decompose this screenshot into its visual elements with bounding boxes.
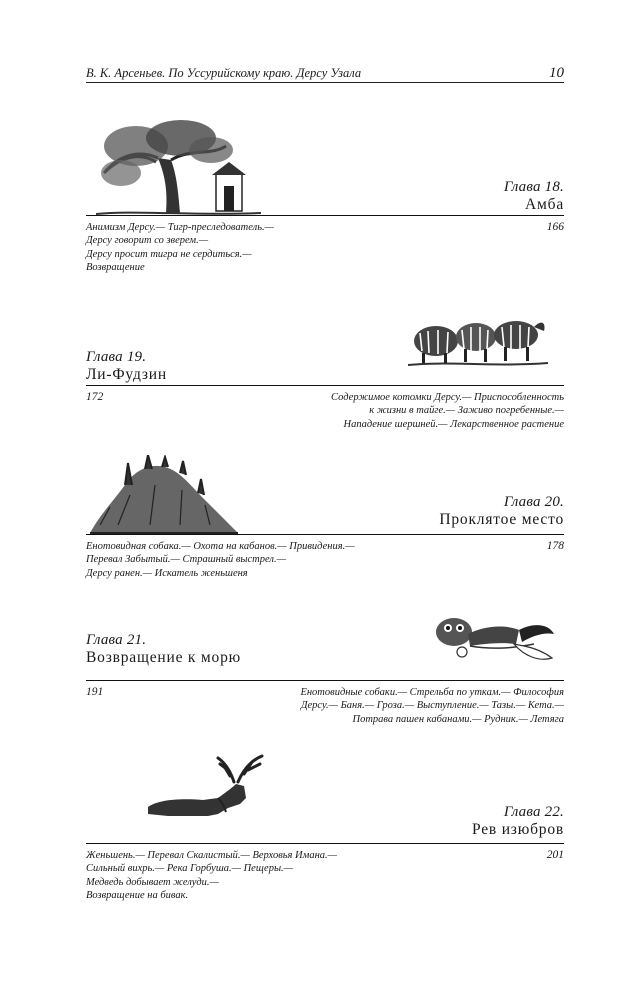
summary-line: Содержимое котомки Дерсу.— Приспособленность [331, 392, 564, 403]
page-number: 10 [549, 65, 564, 81]
wild-boars-illustration [408, 305, 548, 369]
chapter-entry-20 [86, 455, 564, 585]
chapter-label: Глава 18. [503, 179, 564, 195]
chapter-summary [331, 391, 564, 431]
chapter-rule [86, 215, 564, 216]
chapter-entry-21 [86, 604, 564, 734]
summary-line: Перевал Забытый.— Страшный выстрел.— [86, 554, 286, 566]
summary-line: Возвращение [86, 262, 145, 274]
chapter-page-number: 172 [86, 391, 104, 403]
summary-line: Женьшень.— Перевал Скалистый.— Верховья Имана.— [86, 850, 338, 861]
chapter-entry-19 [86, 305, 564, 435]
chapter-summary [86, 849, 337, 903]
chapter-title: Амба [525, 196, 564, 213]
chapter-summary [300, 686, 564, 726]
chapter-rule [86, 385, 564, 386]
chapter-summary [86, 540, 355, 580]
running-head-title: В. К. Арсеньев. По Уссурийскому краю. Дерсу Узала [86, 66, 362, 80]
moose-illustration [148, 752, 278, 847]
chapter-page-number: 191 [86, 686, 104, 698]
summary-line: Потрава пашен кабанами.— Рудник.— Летяга [352, 713, 564, 725]
running-head-rule [86, 82, 564, 83]
summary-line: Дерсу просит тигра не сердиться.— [86, 248, 252, 260]
summary-line: Сильный вихрь.— Река Горбуша.— Пещеры.— [86, 863, 294, 875]
summary-line: Анимизм Дерсу.— Тигр-преследователь.— [86, 222, 274, 233]
summary-line: Медведь добывает желуди.— [86, 876, 219, 888]
forest-hill-illustration [90, 455, 238, 535]
flying-squirrel-illustration [424, 604, 564, 674]
summary-line: к жизни в тайге.— Заживо погребенные.— [369, 405, 564, 417]
chapter-label: Глава 19. [86, 349, 147, 365]
tree-and-hut-illustration [96, 118, 261, 218]
summary-line: Дерсу говорит со зверем.— [86, 235, 209, 247]
chapter-rule [86, 534, 564, 535]
chapter-rule [86, 843, 564, 844]
chapter-page-number: 201 [546, 849, 564, 861]
chapter-title: Рев изюбров [472, 821, 564, 838]
summary-line: Возвращение на бивак. [86, 890, 189, 902]
chapter-entry-22 [86, 752, 564, 907]
summary-line: Енотовидные собаки.— Стрельба по уткам.— Философия [300, 687, 564, 698]
running-head [86, 66, 564, 81]
chapter-title: Возвращение к морю [86, 649, 242, 666]
chapter-page-number: 166 [546, 221, 564, 233]
chapter-rule [86, 680, 564, 681]
chapter-label: Глава 21. [86, 632, 147, 648]
summary-line: Дерсу.— Баня.— Гроза.— Выступление.— Тазы.— Кета.— [300, 700, 564, 712]
chapter-label: Глава 20. [503, 494, 564, 510]
chapter-label: Глава 22. [503, 804, 564, 820]
summary-line: Нападение шершней.— Лекарственное растение [343, 418, 564, 430]
chapter-page-number: 178 [546, 540, 564, 552]
summary-line: Дерсу ранен.— Искатель женьшеня [86, 567, 248, 579]
chapter-summary [86, 221, 274, 275]
chapter-title: Проклятое место [439, 511, 564, 528]
chapter-entry-18 [86, 118, 564, 278]
chapter-title: Ли-Фудзин [86, 366, 167, 383]
summary-line: Енотовидная собака.— Охота на кабанов.— Привидения.— [86, 541, 355, 552]
